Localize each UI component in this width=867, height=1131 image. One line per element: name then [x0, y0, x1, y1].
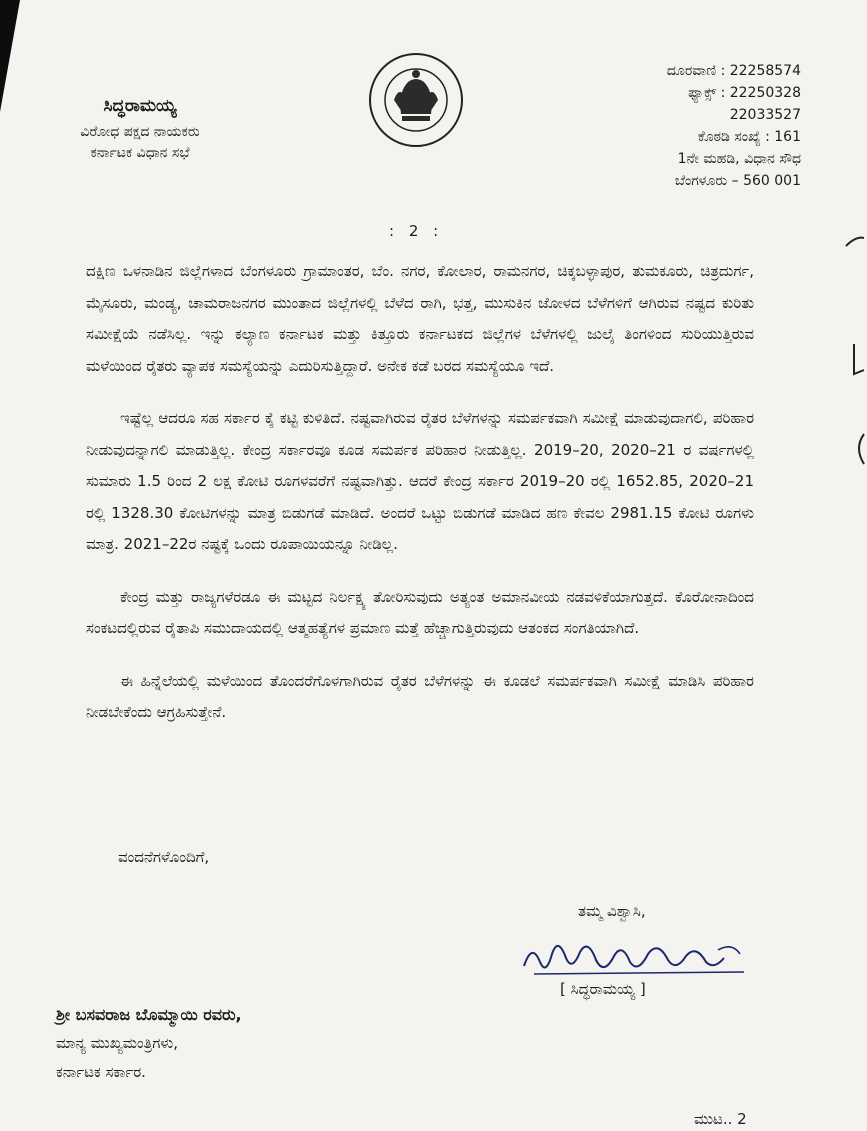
body-paragraph: ದಕ್ಷಿಣ ಒಳನಾಡಿನ ಜಿಲ್ಲೆಗಳಾದ ಬೆಂಗಳೂರು ಗ್ರಾಮಾಂತರ, ಬೆಂ. ನಗರ, ಕೋಲಾರ, ರಾಮನಗರ, ಚಿಕ್ಕಬಳ್ಳಾಪುರ, ತುಮಕೂರು, ಚಿತ್ರದುರ್ಗ, ಮೈಸೂರು, ಮಂಡ್ಯ, ಚಾಮರಾಜನಗರ ಮುಂತಾದ ಜಿಲ್ಲೆಗಳಲ್ಲಿ ಬೆಳೆದ ರಾಗಿ, ಭತ್ತ, ಮುಸುಕಿನ ಜೋಳದ ಬೆಳೆಗಳಿಗೆ ಆಗಿರುವ ನಷ್ಟದ ಕುರಿತು ಸಮೀಕ್ಷೆಯೆ ನಡೆಸಿಲ್ಲ. ಇನ್ನು ಕಲ್ಯಾಣ ಕರ್ನಾಟಕ ಮತ್ತು ಕಿತ್ತೂರು ಕರ್ನಾಟಕದ ಜಿಲ್ಲೆಗಳ ಬೆಳೆಗಳಲ್ಲಿ ಜುಲೈ ತಿಂಗಳಿಂದ ಸುರಿಯುತ್ತಿರುವ ಮಳೆಯಿಂದ ರೈತರು ವ್ಯಾಪಕ ಸಮಸ್ಯೆಯನ್ನು ಎದುರಿಸುತ್ತಿದ್ದಾರೆ. ಅನೇಕ ಕಡೆ ಬರದ ಸಮಸ್ಯೆಯೂ ಇದೆ. [86, 262, 754, 375]
assembly-emblem-icon [368, 52, 464, 148]
signer-name: [ ಸಿದ್ಧರಾಮಯ್ಯ ] [560, 980, 646, 998]
room-number: ಕೊಠಡಿ ಸಂಖ್ಯೆ : 161 [697, 129, 801, 145]
page-number: : 2 : [389, 222, 444, 240]
body-paragraph: ಕೇಂದ್ರ ಮತ್ತು ರಾಜ್ಯಗಳೆರಡೂ ಈ ಮಟ್ಟದ ನಿರ್ಲಕ್ಷ್ಯ ತೋರಿಸುವುದು ಅತ್ಯಂತ ಅಮಾನವೀಯ ನಡವಳಿಕೆಯಾಗುತ್ತದೆ. ಕೊರೋನಾದಿಂದ ಸಂಕಟದಲ್ಲಿರುವ ರೈತಾಪಿ ಸಮುದಾಯದಲ್ಲಿ ಆತ್ಮಹತ್ಯೆಗಳ ಪ್ರಮಾಣ ಮತ್ತೆ ಹೆಚ್ಚಾಗುತ್ತಿರುವುದು ಆತಂಕದ ಸಂಗತಿಯಾಗಿದೆ. [86, 587, 754, 637]
margin-mark-bottom [850, 430, 867, 470]
phone-number: ದೂರವಾಣಿ : 22258574 [666, 63, 801, 79]
margin-mark-middle [846, 340, 867, 380]
floor-address: 1ನೇ ಮಹಡಿ, ವಿಧಾನ ಸೌಧ [677, 151, 801, 167]
closing: ತಮ್ಮ ವಿಶ್ವಾಸಿ, [578, 902, 646, 920]
city-pincode: ಬೆಂಗಳೂರು – 560 001 [674, 173, 801, 189]
sender-designation: ವಿರೋಧ ಪಕ್ಷದ ನಾಯಕರು [80, 124, 200, 140]
scan-corner-shadow [0, 0, 20, 112]
letterhead-contact [667, 60, 801, 192]
page-continuation: ಮುಟ.. 2 [694, 1110, 747, 1128]
recipient-name: ಶ್ರೀ ಬಸವರಾಜ ಬೊಮ್ಮಾಯಿ ರವರು, [56, 1005, 242, 1024]
recipient-title: ಮಾನ್ಯ ಮುಖ್ಯಮಂತ್ರಿಗಳು, [56, 1034, 179, 1052]
margin-mark-top [842, 228, 867, 258]
recipient-block [56, 1000, 242, 1087]
body-paragraph: ಇಷ್ಟೆಲ್ಲ ಆದರೂ ಸಹ ಸರ್ಕಾರ ಕೈ ಕಟ್ಟಿ ಕುಳಿತಿದೆ. ನಷ್ಟವಾಗಿರುವ ರೈತರ ಬೆಳೆಗಳನ್ನು ಸಮರ್ಪಕವಾಗಿ ಸಮೀಕ್ಷೆ ಮಾಡುವುದಾಗಲಿ, ಪರಿಹಾರ ನೀಡುವುದನ್ನಾಗಲಿ ಮಾಡುತ್ತಿಲ್ಲ. ಕೇಂದ್ರ ಸರ್ಕಾರವೂ ಕೂಡ ಸಮರ್ಪಕ ಪರಿಹಾರ ನೀಡುತ್ತಿಲ್ಲ. 2019–20, 2020–21 ರ ವರ್ಷಗಳಲ್ಲಿ ಸುಮಾರು 1.5 ರಿಂದ 2 ಲಕ್ಷ ಕೋಟಿ ರೂಗಳವರೆಗೆ ನಷ್ಟವಾಗಿತ್ತು. ಆದರೆ ಕೇಂದ್ರ ಸರ್ಕಾರ 2019–20 ರಲ್ಲಿ 1652.85, 2020–21 ರಲ್ಲಿ 1328.30 ಕೋಟಿಗಳನ್ನು ಮಾತ್ರ ಬಿಡುಗಡೆ ಮಾಡಿದೆ. ಅಂದರೆ ಒಟ್ಟು ಬಿಡುಗಡೆ ಮಾಡಿದ ಹಣ ಕೇವಲ 2981.15 ಕೋಟಿ ರೂಗಳು ಮಾತ್ರ. 2021–22ರ ನಷ್ಟಕ್ಕೆ ಒಂದು ರೂಪಾಯಿಯನ್ನೂ ನೀಡಿಲ್ಲ. [86, 409, 754, 553]
fax-number-secondary: 22033527 [729, 107, 801, 123]
body-paragraph: ಈ ಹಿನ್ನೆಲೆಯಲ್ಲಿ ಮಳೆಯಿಂದ ತೊಂದರೆಗೊಳಗಾಗಿರುವ ರೈತರ ಬೆಳೆಗಳನ್ನು ಈ ಕೂಡಲೆ ಸಮರ್ಪಕವಾಗಿ ಸಮೀಕ್ಷೆ ಮಾಡಿಸಿ ಪರಿಹಾರ ನೀಡಬೇಕೆಂದು ಆಗ್ರಹಿಸುತ್ತೇನೆ. [86, 671, 754, 721]
sender-institution: ಕರ್ನಾಟಕ ವಿಧಾನ ಸಭೆ [90, 145, 190, 161]
fax-number: ಫ್ಯಾಕ್ಸ್ : 22250328 [688, 85, 801, 101]
sender-name: ಸಿದ್ಧರಾಮಯ್ಯ [103, 96, 177, 116]
letterhead-sender [40, 96, 240, 164]
letter-body [86, 256, 754, 750]
salutation: ವಂದನೆಗಳೊಂದಿಗೆ, [118, 848, 210, 866]
recipient-office: ಕರ್ನಾಟಕ ಸರ್ಕಾರ. [56, 1063, 146, 1081]
